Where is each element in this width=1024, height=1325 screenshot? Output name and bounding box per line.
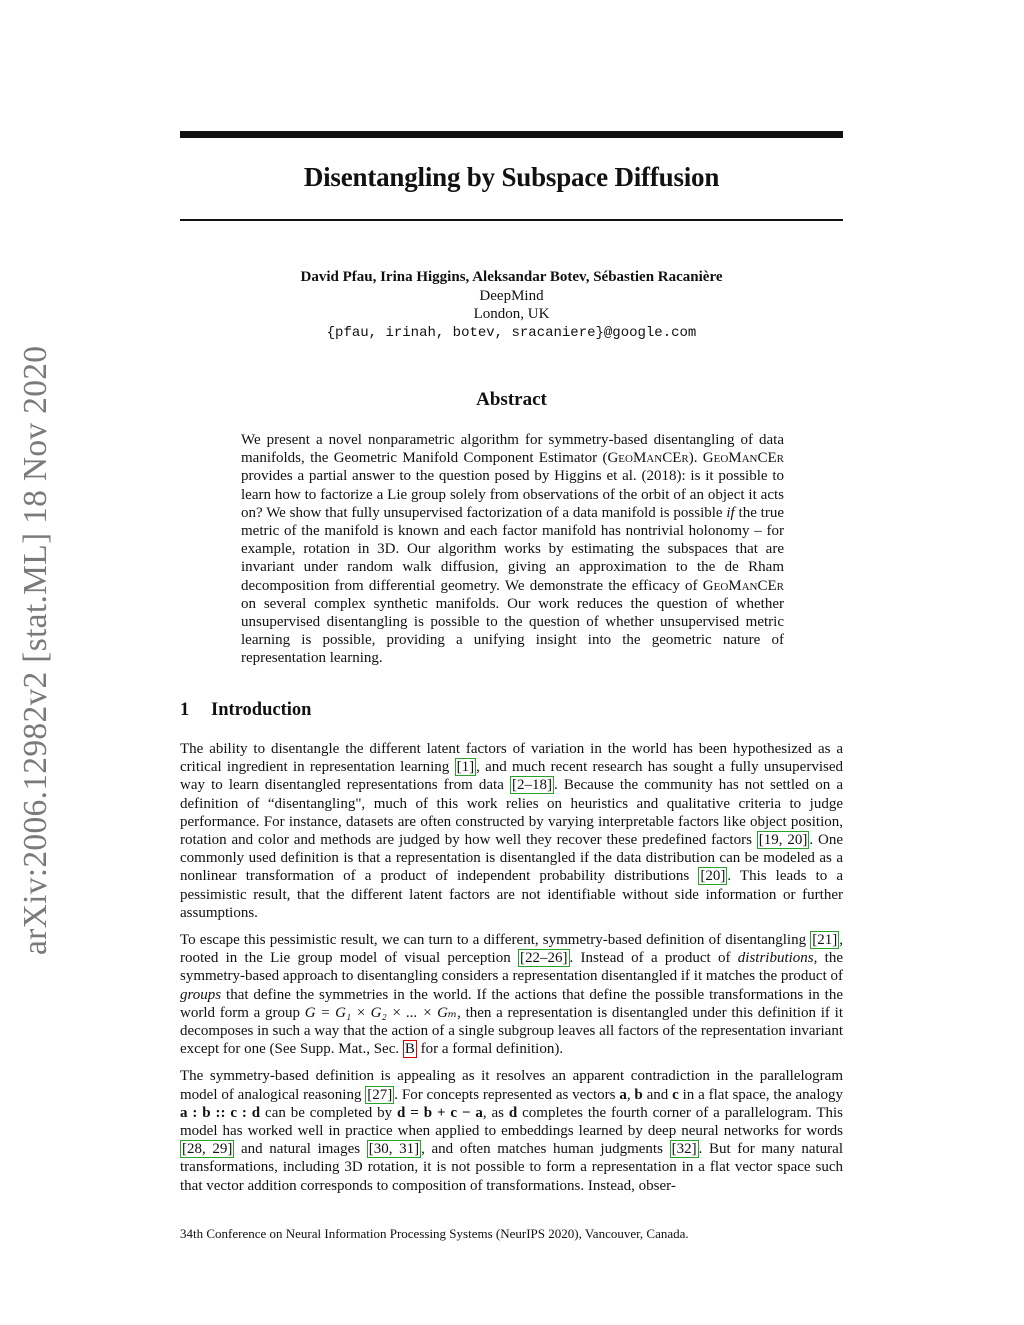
paragraph-text: The ability to disentangle the different latent factors of variation in the world has been hypothesized as a critical ingredient in representation learning <box>180 741 843 776</box>
paragraph-text: , as <box>482 1104 509 1121</box>
author-block <box>180 268 843 342</box>
section-number: 1 <box>180 700 190 720</box>
paragraph-text: in a flat space, the analogy <box>678 1086 843 1103</box>
citation-link[interactable]: [21] <box>812 932 838 949</box>
abstract-text: ). <box>688 450 698 467</box>
paragraph-text: . This leads to a pessimistic result, that the different latent factors are not identifiable without side information or further assumptions. <box>180 868 844 921</box>
author-email: {pfau, irinah, botev, sracaniere}@google.com <box>326 324 697 341</box>
paragraph-text: To escape this pessimistic result, we can turn to a different, symmetry-based definition of disentangling <box>180 932 811 949</box>
paragraph-text: . For concepts represented as vectors <box>394 1086 620 1103</box>
paragraph-text: . One commonly used definition is that a representation is disentangled if the data distribution can be modeled as a nonlinear transformation of a product of independent probability distributions <box>180 832 844 885</box>
paragraph-text: and <box>642 1086 673 1103</box>
abstract-emphasis: if <box>726 504 735 521</box>
paragraph-text: can be completed by <box>260 1104 398 1121</box>
citation-link[interactable]: [32] <box>671 1141 697 1158</box>
math-formula: d = b + c − a <box>397 1104 483 1121</box>
math-formula: G = G₁ × G₂ × ... × Gₘ <box>304 1004 458 1021</box>
paragraph-text: , rooted in the Lie group model of visual perception <box>180 932 843 967</box>
title-bottom-rule <box>180 219 843 221</box>
math-vector: a <box>619 1086 627 1103</box>
method-name: GeoManCEr <box>702 450 785 467</box>
citation-link[interactable]: [1] <box>456 759 475 776</box>
citation-link[interactable]: [22–26] <box>520 950 568 967</box>
abstract-heading: Abstract <box>476 389 547 410</box>
method-name: GeoManCEr <box>607 450 689 467</box>
venue-footnote: 34th Conference on Neural Information Processing Systems (NeurIPS 2020), Vancouver, Canada. <box>180 1226 689 1241</box>
paragraph <box>180 740 843 922</box>
paragraph-text: for a formal definition). <box>416 1041 564 1058</box>
citation-link[interactable]: [30, 31] <box>368 1141 420 1158</box>
paper-title: Disentangling by Subspace Diffusion <box>303 162 720 192</box>
abstract-body <box>241 431 784 668</box>
citation-link[interactable]: [27] <box>367 1086 393 1103</box>
section-heading <box>180 700 311 721</box>
math-formula: a : b :: c : d <box>180 1104 261 1121</box>
author-affiliation: DeepMind <box>479 287 544 304</box>
paragraph-text: The symmetry-based definition is appealing as it resolves an apparent contradiction in the parallelogram model of analogical reasoning <box>180 1068 843 1103</box>
citation-link[interactable]: [28, 29] <box>182 1141 233 1158</box>
abstract-text: provides a partial answer to the question posed by Higgins et al. (2018): is it possible to learn how to factorize a Lie group solely from observations of the orbit of an object it acts on? We show that fully unsupervised factorization of a data manifold is possible <box>241 468 784 521</box>
paragraph-text: , and much recent research has sought a fully unsupervised way to learn disentangled representations from data <box>180 759 844 794</box>
section-ref-link[interactable]: B <box>404 1041 415 1058</box>
paragraph-text: . Instead of a product of <box>569 950 738 967</box>
author-names: David Pfau, Irina Higgins, Aleksandar Botev, Sébastien Racanière <box>300 269 723 285</box>
paragraph <box>180 1067 843 1194</box>
abstract-text: We present a novel nonparametric algorithm for symmetry-based disentangling of data manifolds, the Geometric Manifold Component Estimator ( <box>241 432 784 467</box>
citation-link[interactable]: [19, 20] <box>758 832 808 849</box>
emphasis: groups <box>180 986 222 1003</box>
citation-link[interactable]: [20] <box>700 868 726 885</box>
paragraph-text: and natural images <box>234 1141 367 1158</box>
paragraph-text: that define the symmetries in the world. If the actions that define the possible transformations in the world form a group <box>180 986 843 1021</box>
section-title: Introduction <box>211 700 312 720</box>
method-name: GeoManCEr <box>702 577 784 594</box>
paragraph-text: , and often matches human judgments <box>421 1141 670 1158</box>
abstract-text: the true metric of the manifold is known and each factor manifold has nontrivial holonomy – for example, rotation in 3D. Our algorithm works by estimating the subspaces that are invariant under random walk diffusion, giving an approximation to the de Rham decomposition from differential geometry. We demonstrate the efficacy of <box>241 504 784 594</box>
paragraph-text: , then a representation is disentangled under this definition if it decomposes in such a way that the action of a single subgroup leaves all factors of the representation invariant except for one (See Supp. Mat., Sec. <box>180 1004 843 1058</box>
citation-link[interactable]: [2–18] <box>511 777 552 794</box>
paragraph-text: completes the fourth corner of a parallelogram. This model has worked well in practice when applied to embeddings learned by deep neural networks for words <box>180 1104 844 1140</box>
intro-body <box>180 740 843 1204</box>
math-vector: c <box>672 1086 679 1103</box>
title-top-rule <box>180 131 843 138</box>
paragraph-text: , <box>626 1086 635 1103</box>
arxiv-stamp: arXiv:2006.12982v2 [stat.ML] 18 Nov 2020 <box>17 345 54 955</box>
paragraph <box>180 931 843 1058</box>
paragraph-text: . But for many natural transformations, including 3D rotation, it is not possible to form a representation in a flat vector space such that vector addition corresponds to composition of transformations. Instead, obser- <box>180 1141 843 1194</box>
author-location: London, UK <box>473 306 550 322</box>
emphasis: distributions <box>737 950 814 967</box>
paragraph-text: , the symmetry-based approach to disentangling considers a representation disentangled if it matches the product of <box>180 950 844 985</box>
math-vector: b <box>634 1086 643 1103</box>
abstract-text: on several complex synthetic manifolds. Our work reduces the question of whether unsupervised disentangling is possible to the question of whether unsupervised metric learning is possible, providing a unifying insight into the geometric nature of representation learning. <box>241 595 784 667</box>
math-vector: d <box>508 1104 518 1121</box>
paragraph-text: . Because the community has not settled on a definition of “disentangling", much of this work relies on heuristics and qualitative criteria to judge performance. For instance, datasets are often constructed by varying interpretable factors like object position, rotation and color and methods are judged by how well they recover these predefined factors <box>180 777 844 849</box>
